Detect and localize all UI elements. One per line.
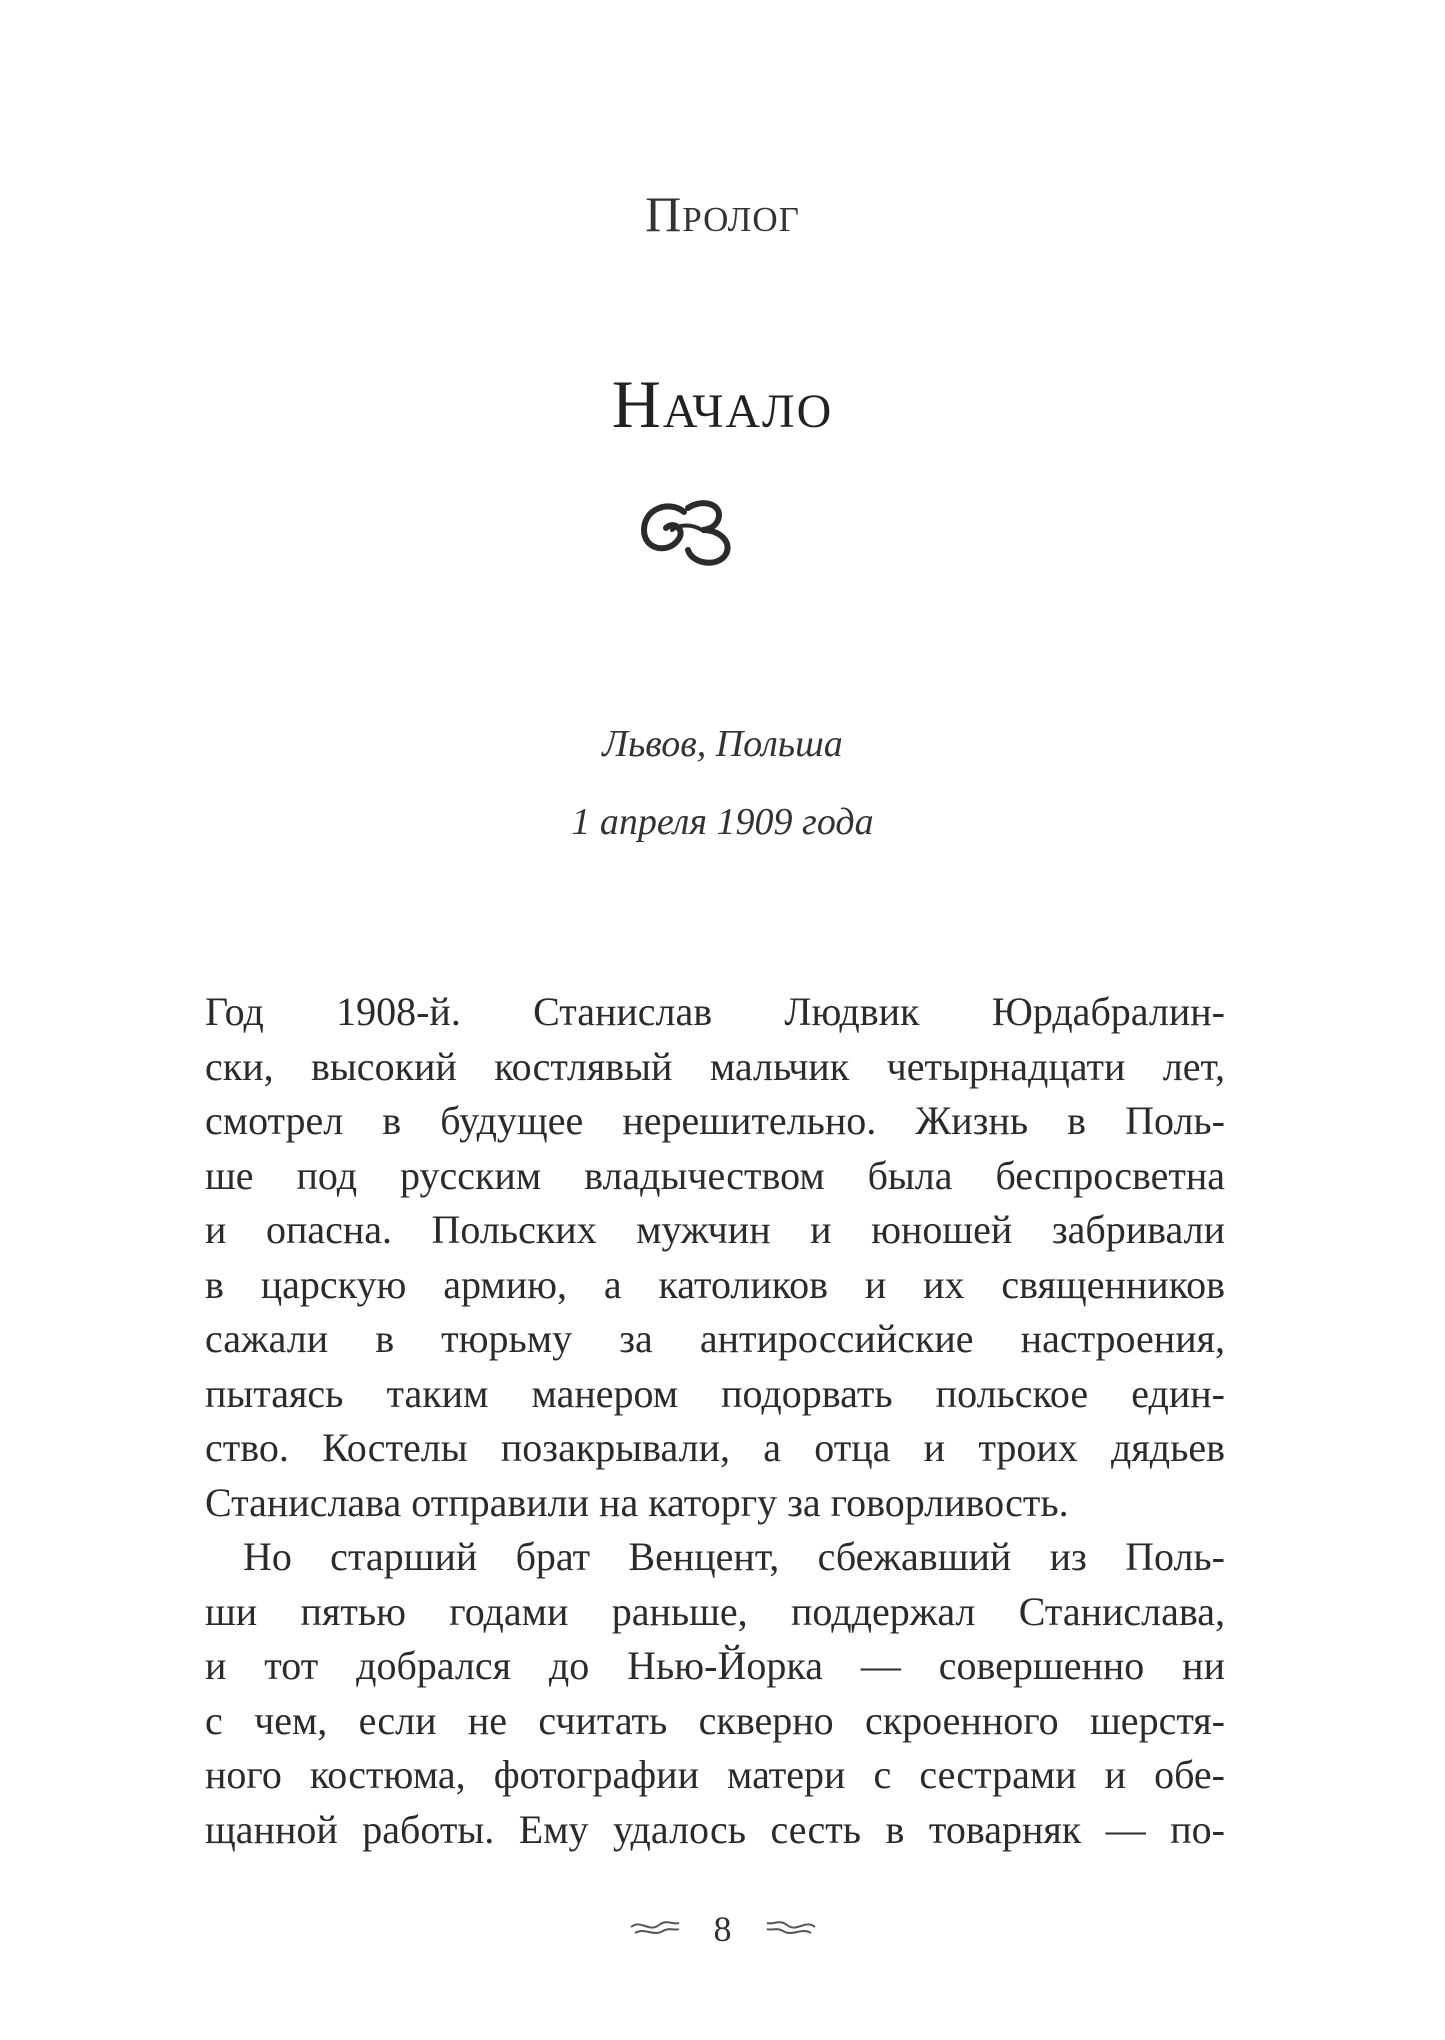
prologue-heading: Пролог [645,186,800,242]
text-line: смотрел в будущее нерешительно. Жизнь в Поль- [205,1098,1225,1143]
text-line: ство. Костелы позакрывали, а отца и троих дядьев [205,1425,1225,1470]
text-line: ного костюма, фотографии матери с сестрами и обе- [205,1752,1225,1797]
chapter-title: Начало [611,366,834,442]
text-line: ше под русским владычеством была беспросветна [205,1152,1225,1198]
text-line: с чем, если не считать скверно скроенного шерстя- [205,1697,1225,1743]
text-line: щанной работы. Ему удалось сесть в товарняк — по- [205,1806,1225,1852]
text-line: ски, высокий костлявый мальчик четырнадцати лет, [205,1043,1225,1089]
text-line: Но старший брат Венцент, сбежавший из Поль- [243,1534,1225,1579]
body-text [205,985,1225,1857]
wave-flourish-left-icon [627,1917,683,1941]
text-line: в царскую армию, а католиков и их священников [205,1261,1225,1307]
swirl-ornament-icon [632,490,752,570]
text-line: и тот добрался до Нью-Йорка — совершенно ни [205,1643,1225,1688]
text-line: ши пятью годами раньше, поддержал Станислава, [205,1588,1225,1634]
text-line: Год 1908-й. Станислав Людвик Юрдабралин- [205,989,1225,1034]
wave-flourish-right-icon [763,1917,819,1941]
location-date: 1 апреля 1909 года [571,801,874,843]
page-footer [0,1904,1445,1950]
page-number: 8 [713,1908,732,1949]
text-line: пытаясь таким манером подорвать польское един- [205,1370,1225,1416]
text-line: сажали в тюрьму за антироссийские настроения, [205,1316,1225,1361]
location-place: Львов, Польша [602,723,843,765]
text-line: и опасна. Польских мужчин и юношей забривали [205,1207,1225,1252]
text-line: Станислава отправили на каторгу за говорливость. [205,1479,1069,1525]
